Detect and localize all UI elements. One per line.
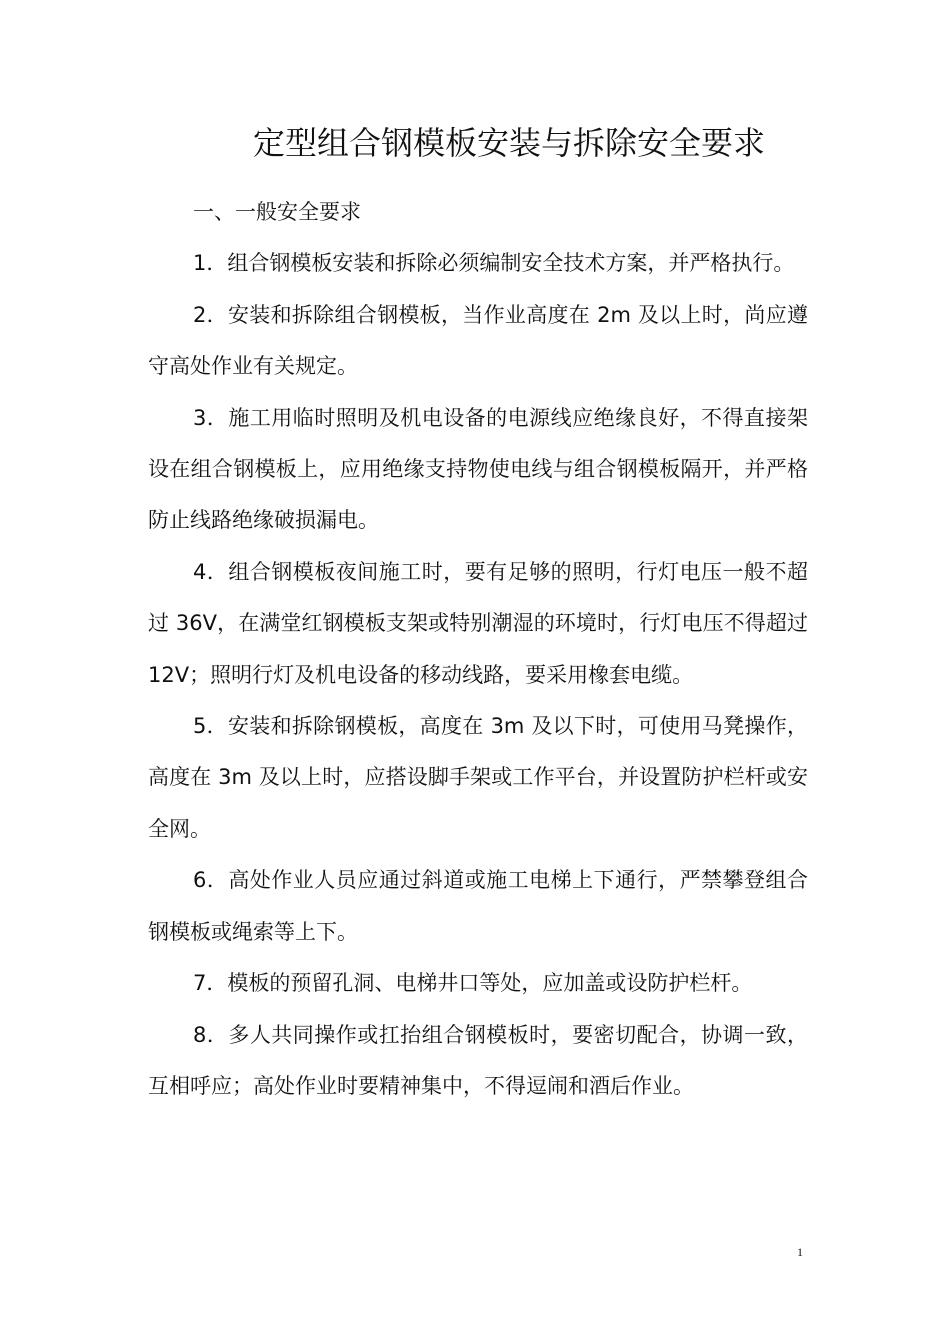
page-number: 1 [797, 1245, 803, 1259]
paragraph-item-6: 6．高处作业人员应通过斜道或施工电梯上下通行，严禁攀登组合钢模板或绳索等上下。 [148, 868, 808, 944]
document-body [148, 187, 808, 1112]
paragraph-item-4: 4．组合钢模板夜间施工时，要有足够的照明，行灯电压一般不超过 36V，在满堂红钢模板支架或特别潮湿的环境时，行灯电压不得超过 12V；照明行灯及机电设备的移动线路，要采用橡套电缆。 [148, 559, 808, 687]
document-title: 定型组合钢模板安装与拆除安全要求 [252, 124, 765, 162]
section-heading: 一、一般安全要求 [193, 200, 361, 224]
paragraph-item-1: 1．组合钢模板安装和拆除必须编制安全技术方案，并严格执行。 [193, 251, 795, 276]
paragraph-item-3: 3．施工用临时照明及机电设备的电源线应绝缘良好，不得直接架设在组合钢模板上，应用绝缘支持物使电线与组合钢模板隔开，并严格防止线路绝缘破损漏电。 [148, 405, 808, 533]
paragraph-item-5: 5．安装和拆除钢模板，高度在 3m 及以下时，可使用马凳操作，高度在 3m 及以上时，应搭设脚手架或工作平台，并设置防护栏杆或安全网。 [148, 714, 808, 841]
paragraph-item-2: 2．安装和拆除组合钢模板，当作业高度在 2m 及以上时，尚应遵守高处作业有关规定。 [148, 302, 808, 379]
paragraph-item-8: 8．多人共同操作或扛抬组合钢模板时，要密切配合，协调一致，互相呼应；高处作业时要精神集中，不得逗闹和酒后作业。 [148, 1022, 808, 1098]
paragraph-item-7: 7．模板的预留孔洞、电梯井口等处，应加盖或设防护栏杆。 [193, 971, 753, 996]
